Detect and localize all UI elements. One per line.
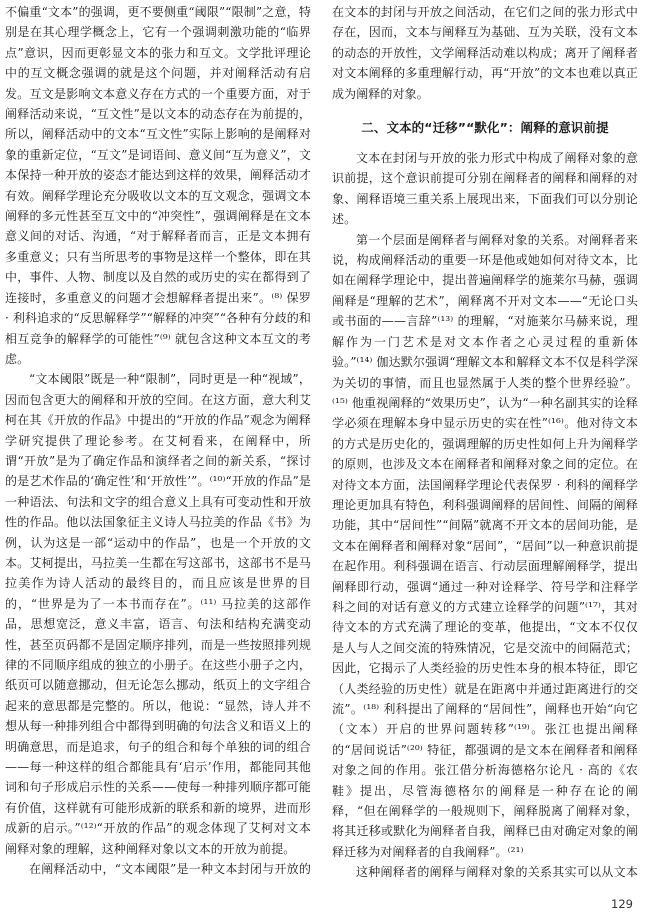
left-column xyxy=(5,2,311,882)
page-number: 129 xyxy=(611,897,633,911)
paragraph-interpreter-relation: 第一个层面是阐释者与阐释对象的关系。对阐释者来说，构成阐释活动的重要一环是他或她如何对待文本，比如在阐释学理论中，提出普遍阐释学的施莱尔马赫，强调阐释是“理解的艺术”，阐释离不开对文本——“无论口头或书面的——言辞”⁽¹³⁾ 的理解，“对施莱尔马赫来说，理解作为一门艺术是对文本作者之心灵过程的重新体验。”⁽¹⁴⁾ 伽达默尔强调“理解文本和解释文本不仅是科学深为关切的事情，而且也显然属于人类的整个世界经验”。⁽¹⁵⁾ 他重视阐释的“效果历史”，认为“一种名副其实的诠释学必须在理解本身中显示历史的实在性”⁽¹⁶⁾。他对待文本的方式是历史化的，强调理解的历史性如何上升为阐释学的原则，也涉及文本在阐释者和阐释对象之间的定位。在对待文本方面，法国阐释学理论代表保罗 · 利科的阐释学理论更加具有特色，利科强调阐释的居间性、间隔的阐释功能，其中“居间性”“间隔”就离不开文本的居间功能，是文本在阐释者和阐释对象“居间”，“居间”以一种意识前提在起作用。利科强调在语言、行动层面理解阐释学，提出阐释即行动，强调“通过一种对诠释学、符号学和注释学科之间的对话有意义的方式建立诠释学的问题”⁽¹⁷⁾，其对待文本的方式充满了理论的变革，他提出，“文本不仅仅是人与人之间交流的特殊情况，它是交流中的间隔范式；因此，它揭示了人类经验的历史性本身的根本特征，即它（人类经验的历史性）就是在距离中并通过距离进行的交流”。⁽¹⁸⁾ 利科提出了阐释的“居间性”，阐释也开始“向它（文本）开启的世界问题转移”⁽¹⁹⁾。张江也提出阐释的“居间说话”⁽²⁰⁾ 特征，都强调的是文本在阐释者和阐释对象之间的作用。张江借分析海德格尔论凡 · 高的《农鞋》提出，尽管海德格尔的阐释是一种存在论的阐释，“但在阐释学的一般规则下，阐释脱离了阐释对象，将其迁移或默化为阐释者自我，阐释已由对确定对象的阐释迁移为对阐释者的自我阐释”。⁽²¹⁾ xyxy=(332,232,638,859)
paragraph-continuation: 在文本的封闭与开放之间活动，在它们之间的张力形式中存在，因而，文本与阐释互为基础、互为关联，没有文本的动态的开放性，文学阐释活动难以构成；离开了阐释者对文本阐释的多重理解行动，再“开放”的文本也难以真正成为阐释的对象。 xyxy=(332,5,638,101)
paragraph-conclusion: 这种阐释者的阐释与阐释对象的关系其实可以从文本 xyxy=(356,865,638,880)
right-column xyxy=(332,2,638,882)
section-heading: 二、文本的“迁移”“默化”：阐释的意识前提 xyxy=(361,120,609,136)
paragraph-intertextuality: 不偏重“文本”的强调，更不要侧重“阈限”“限制”之意，特别是在其心理学概念上，它有一个强调刺激功能的“临界点”意识，因而更彰显文本的张力和互文。文学批评理论中的互文概念强调的就是这个问题，并对阐释活动有启发。互文是影响文本意义存在方式的一个重要方面，对于阐释活动来说，“互文性”是以文本的动态存在为前提的，所以，阐释活动中的文本“互文性”实际上影响的是阐释对象的重新定位，“互文”是词语间、意义间“互为意义”，文本保持一种开放的姿态才能达到这样的效果，阐释活动才有效。阐释学理论充分吸收以文本的互文观念，强调文本阐释的多元性甚至互文中的“冲突性”，强调阐释是在文本意义间的对话、沟通，“对于解释者而言，正是文本拥有多重意义；只有当所思考的事物是这样一个整体，即在其中，事件、人物、制度以及自然的或历史的实在都得到了连接时，多重意义的问题才会想解释者提出来”。⁽⁸⁾ 保罗 · 利科追求的“反思解释学”“解释的冲突”“各种有分歧的和相互竞争的解释学的可能性”⁽⁹⁾ 就包含这种文本互文的考虑。 xyxy=(5,5,311,366)
paragraph-text-threshold: 在阐释活动中，“文本阈限”是一种文本封闭与开放的 xyxy=(29,862,311,877)
paragraph-section-intro: 文本在封闭与开放的张力形式中构成了阐释对象的意识前提，这个意识前提可分别在阐释者的阐释和阐释的对象、阐释语境三重关系上展现出来，下面我们可以分别论述。 xyxy=(332,151,638,227)
paragraph-open-work: “文本阈限”既是一种“限制”，同时更是一种“视域”，因而包含更大的阐释和开放的空间。在这方面，意大利艾柯在其《开放的作品》中提出的“开放的作品”观念为阐释学研究提供了理论参考。在艾柯看来，在阐释中，所谓“开放”是为了确定作品和演绎者之间的新关系，“探讨的是艺术作品的‘确定性’和‘开放性’”。⁽¹⁰⁾“开放的作品”是一种语法、句法和文字的组合意义上具有可变动性和开放性的作品。他以法国象征主义诗人马拉美的作品《书》为例，认为这是一部“运动中的作品”，也是一个开放的文本。艾柯提出，马拉美一生都在写这部书，这部书不是马拉美作为诗人活动的最终目的，而且应该是世界的目的，“世界是为了一本书而存在”。⁽¹¹⁾ 马拉美的这部作品，思想宽泛，意义丰富，语言、句法和结构充满变动性，甚至页码都不是固定顺序排列，而是一些按照排列规律的不同顺序组成的独立的小册子。在这些小册子之内，纸页可以随意挪动，但无论怎么挪动，纸页上的文字组合起来的意思都是完整的。所以，他说：“显然，诗人并不想从每一种排列组合中都得到明确的句法含义和语义上的明确意思，而是追求，句子的组合和每个单独的词的组合——每一种这样的组合都能具有‘启示’作用，都能同其他词和句子形成启示性的关系——使每一种排列顺序都可能有价值，这样就有可能形成新的联系和新的境界，进而形成新的启示。”⁽¹²⁾“开放的作品”的观念体现了艾柯对文本阐释对象的理解，这种阐释对象以文本的开放为前提。 xyxy=(5,372,311,856)
